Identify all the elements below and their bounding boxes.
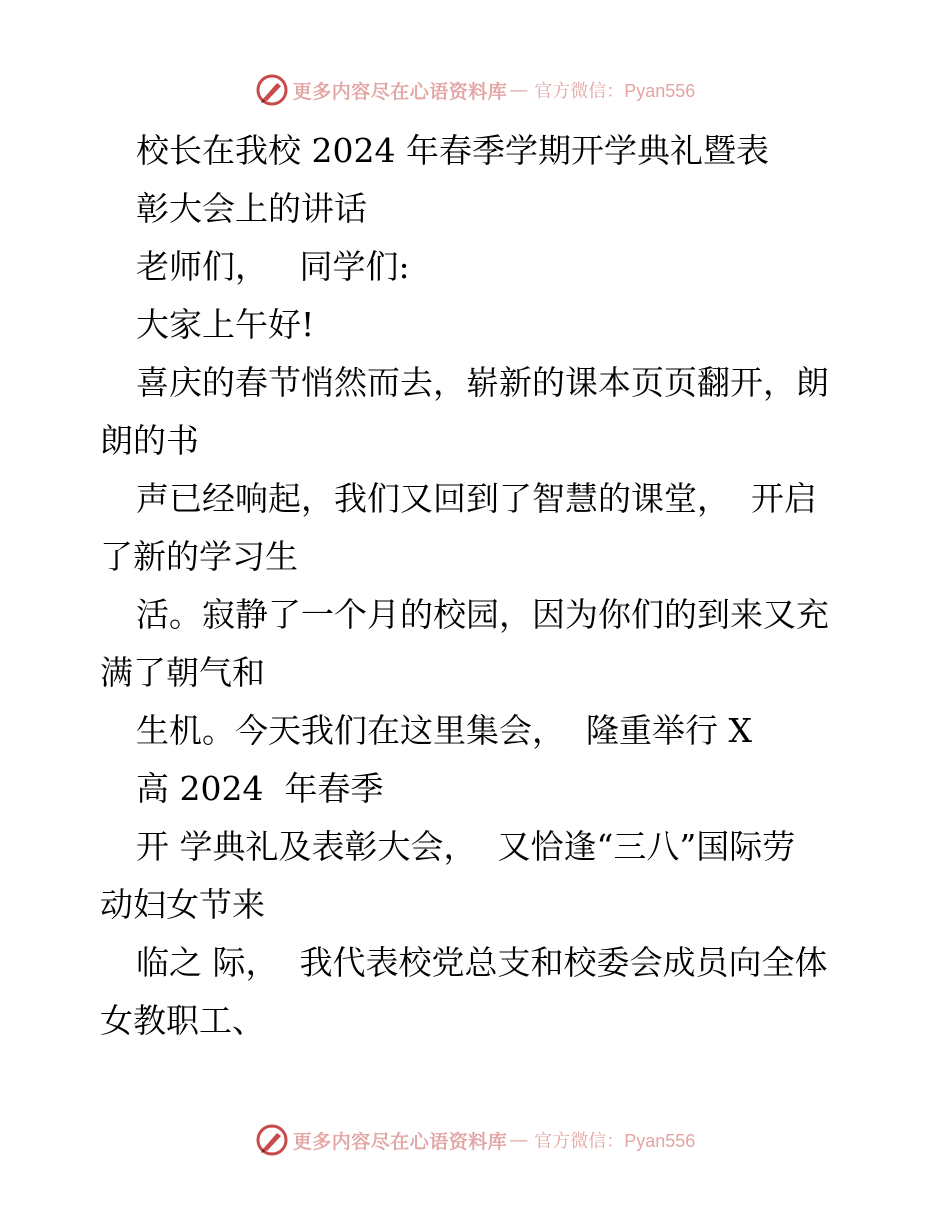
banner-separator: — (509, 1129, 529, 1151)
greeting-line: 大家上午好! (136, 305, 315, 344)
paragraph-line: 朗的书 (100, 421, 199, 460)
paragraph-line: 高 2024 年春季 (136, 769, 384, 808)
paragraph-line: 女教职工、 (100, 1001, 265, 1040)
paragraph-line: 声已经响起，我们又回到了智慧的课堂， 开启 (136, 479, 817, 518)
paragraph-line: 活。寂静了一个月的校园，因为你们的到来又充 (136, 595, 829, 634)
banner-title: 更多内容尽在心语资料库 (292, 80, 508, 103)
paragraph-line: 开 学典礼及表彰大会， 又恰逢“三八”国际劳 (136, 827, 796, 866)
banner-title: 更多内容尽在心语资料库 (292, 1130, 508, 1153)
document-body (0, 122, 950, 1050)
pen-logo-icon (255, 1123, 289, 1157)
footer-banner (0, 1120, 950, 1160)
title-line-1: 校长在我校 2024 年春季学期开学典礼暨表 (136, 131, 769, 170)
banner-contact: 官方微信：Pyan556 (534, 1131, 696, 1151)
banner-contact: 官方微信：Pyan556 (534, 81, 696, 101)
title-line-2: 彰大会上的讲话 (136, 189, 367, 228)
header-banner (0, 70, 950, 110)
paragraph-line: 临之 际， 我代表校党总支和校委会成员向全体 (136, 943, 828, 982)
paragraph-line: 动妇女节来 (100, 885, 265, 924)
paragraph-line: 喜庆的春节悄然而去，崭新的课本页页翻开，朗 (136, 363, 829, 402)
pen-logo-icon (255, 73, 289, 107)
salutation-line: 老师们， 同学们: (136, 247, 410, 286)
paragraph-line: 生机。今天我们在这里集会， 隆重举行 X (136, 711, 752, 750)
banner-separator: — (509, 79, 529, 101)
paragraph-line: 了新的学习生 (100, 537, 298, 576)
paragraph-line: 满了朝气和 (100, 653, 265, 692)
